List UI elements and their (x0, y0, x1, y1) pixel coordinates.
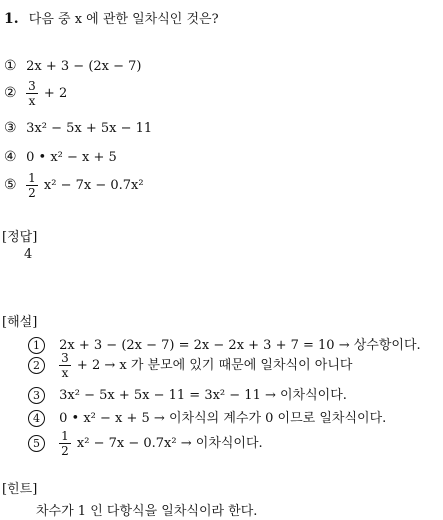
explanation-text: 2x + 3 − (2x − 7) = 2x − 2x + 3 + 7 = 10 → 상수항이다. (59, 338, 421, 353)
fraction-numerator: 3 (28, 79, 36, 93)
explanation-item-2 (28, 352, 352, 379)
explanation-text: + 2 → x 가 분모에 있기 때문에 일차식이 아니다 (76, 358, 353, 373)
choice-2 (4, 80, 67, 107)
explanation-mark: 3 (28, 387, 45, 404)
explanation-mark: 4 (28, 410, 45, 427)
choice-expression: 0 • x² − x + 5 (26, 150, 117, 165)
choice-mark: ② (4, 85, 17, 101)
explanation-item-3 (28, 384, 347, 404)
fraction-denominator: 2 (61, 444, 69, 458)
choice-4 (4, 149, 117, 165)
explanation-text: 0 • x² − x + 5 → 이차식의 계수가 0 이므로 일차식이다. (59, 411, 387, 426)
question-number: 1. (4, 11, 19, 27)
choice-3 (4, 120, 152, 136)
explanation-item-5 (28, 430, 263, 457)
choice-expression: 3x² − 5x + 5x − 11 (26, 121, 153, 136)
fraction-numerator: 3 (61, 351, 69, 365)
explanation-mark: 2 (28, 357, 45, 374)
choice-expression: x² − 7x − 0.7x² (43, 178, 144, 193)
explanation-label: [해설] (2, 315, 38, 330)
choice-1 (4, 58, 142, 74)
choice-fraction (26, 80, 38, 107)
explanation-item-4 (28, 407, 386, 427)
question-text: 다음 중 x 에 관한 일차식인 것은? (28, 12, 219, 27)
fraction-denominator: 2 (28, 186, 36, 200)
fraction-denominator: x (61, 366, 69, 380)
fraction-numerator: 1 (61, 429, 69, 443)
choice-mark: ⑤ (4, 177, 17, 193)
answer-label: [정답] (2, 230, 38, 245)
question-line (4, 8, 219, 27)
choice-5 (4, 172, 144, 199)
fraction-denominator: x (28, 94, 36, 108)
explanation-fraction (59, 430, 71, 457)
explanation-fraction (59, 352, 71, 379)
explanation-mark: 1 (28, 337, 45, 354)
answer-value: 4 (24, 247, 33, 262)
choice-fraction (26, 172, 38, 199)
hint-text: 차수가 1 인 다항식을 일차식이라 한다. (36, 504, 258, 519)
choice-expression: 2x + 3 − (2x − 7) (26, 59, 142, 74)
choice-mark: ④ (4, 149, 17, 165)
hint-label: [힌트] (2, 482, 38, 497)
explanation-text: x² − 7x − 0.7x² → 이차식이다. (76, 436, 263, 451)
explanation-item-1 (28, 334, 421, 354)
choice-mark: ① (4, 58, 17, 74)
choice-mark: ③ (4, 120, 17, 136)
explanation-text: 3x² − 5x + 5x − 11 = 3x² − 11 → 이차식이다. (59, 388, 347, 403)
explanation-mark: 5 (28, 435, 45, 452)
fraction-numerator: 1 (28, 171, 36, 185)
choice-expression: + 2 (43, 86, 68, 101)
